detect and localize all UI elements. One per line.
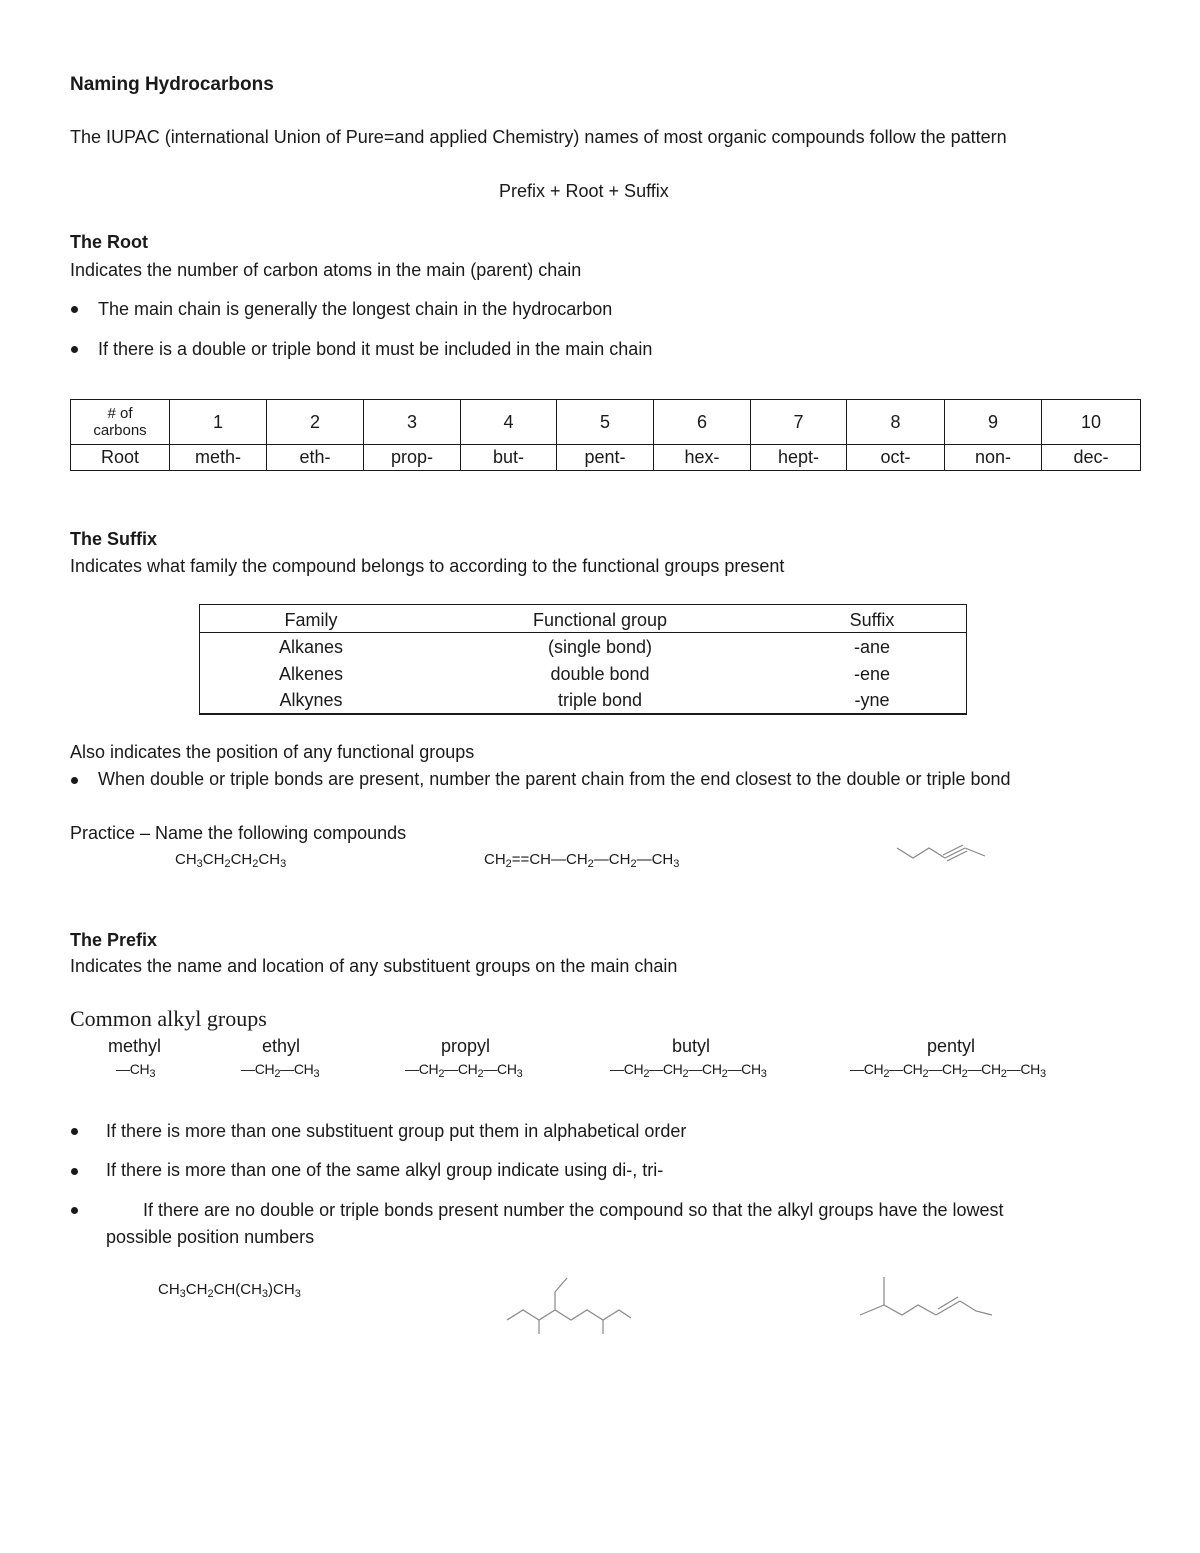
suffix-heading: The Suffix: [70, 529, 158, 549]
bullet-icon: [71, 777, 78, 784]
table-cell: (single bond): [547, 637, 653, 657]
root-table: [70, 399, 1141, 471]
root-heading: The Root: [70, 232, 148, 252]
alkyl-name-pentyl: pentyl: [927, 1036, 976, 1056]
bullet-icon: [71, 346, 78, 353]
prefix-bullet-3: If there are no double or triple bonds present number the compound so that the alkyl groups have the lowest: [143, 1200, 1004, 1220]
page-title: Naming Hydrocarbons: [70, 74, 274, 95]
table-cell: but-: [461, 445, 557, 471]
table-header-cell: Suffix: [849, 610, 895, 630]
suffix-bullet: When double or triple bonds are present, number the parent chain from the end closest to the double or triple bond: [98, 769, 1011, 789]
table-cell: 9: [945, 400, 1042, 445]
table-cell: 10: [1042, 400, 1141, 445]
table-cell: triple bond: [557, 690, 643, 710]
prefix-heading: The Prefix: [70, 930, 158, 950]
table-cell: hex-: [654, 445, 751, 471]
table-cell: dec-: [1042, 445, 1141, 471]
suffix-table: [199, 604, 967, 715]
table-header-cell: Functional group: [532, 610, 668, 630]
alkyl-name-propyl: propyl: [441, 1036, 491, 1056]
table-cell: 4: [461, 400, 557, 445]
intro-text: The IUPAC (international Union of Pure=and applied Chemistry) names of most organic compounds follow the pattern: [70, 127, 1007, 147]
formula-butane: $CH_3CH_2CH_2CH_3$: [175, 851, 287, 870]
table-cell: Alkenes: [278, 664, 344, 684]
skeletal-alkyne-structure: [895, 842, 995, 872]
table-cell: prop-: [364, 445, 461, 471]
table-cell: eth-: [267, 445, 364, 471]
table-cell: pent-: [557, 445, 654, 471]
table-row: [71, 400, 1141, 445]
table-cell: 1: [170, 400, 267, 445]
table-header-cell: # of carbons: [71, 400, 170, 445]
skeletal-branched-alkene: [858, 1275, 998, 1325]
prefix-bullet-3-cont: possible position numbers: [106, 1227, 315, 1247]
table-cell: 6: [654, 400, 751, 445]
suffix-description: Indicates what family the compound belongs to according to the functional groups present: [70, 556, 785, 576]
formula-pentene: $CH_2==CH—CH_2—CH_2—CH_3$: [484, 851, 680, 870]
bullet-icon: [71, 1128, 78, 1135]
bullet-icon: [71, 1207, 78, 1214]
common-alkyl-heading: Common alkyl groups: [70, 1006, 267, 1031]
alkyl-name-ethyl: ethyl: [262, 1036, 301, 1056]
root-bullet-1: The main chain is generally the longest chain in the hydrocarbon: [98, 299, 613, 319]
table-cell: 3: [364, 400, 461, 445]
table-cell: oct-: [847, 445, 945, 471]
table-header-cell: Root: [71, 445, 170, 471]
formula-methylbutane: $CH_3CH_2CH(CH_3)CH_3$: [158, 1281, 301, 1300]
alkyl-name-methyl: methyl: [108, 1036, 162, 1056]
alkyl-formula-propyl: $—CH_2—CH_2—CH_3$: [405, 1061, 523, 1080]
prefix-bullet-1: If there is more than one substituent group put them in alphabetical order: [106, 1121, 687, 1141]
table-cell: double bond: [550, 664, 650, 684]
skeletal-branched-alkane: [505, 1274, 635, 1339]
also-text: Also indicates the position of any functional groups: [70, 742, 475, 762]
table-cell: Alkynes: [279, 690, 343, 710]
table-cell: 5: [557, 400, 654, 445]
table-cell: non-: [945, 445, 1042, 471]
root-description: Indicates the number of carbon atoms in the main (parent) chain: [70, 260, 582, 280]
table-cell: 7: [751, 400, 847, 445]
root-bullet-2: If there is a double or triple bond it must be included in the main chain: [98, 339, 653, 359]
table-cell: -yne: [854, 690, 890, 710]
table-cell: -ene: [853, 664, 891, 684]
table-cell: hept-: [751, 445, 847, 471]
prefix-bullet-2: If there is more than one of the same alkyl group indicate using di-, tri-: [106, 1160, 664, 1180]
alkyl-formula-ethyl: $—CH_2—CH_3$: [241, 1061, 320, 1080]
table-cell: meth-: [170, 445, 267, 471]
table-row: [71, 445, 1141, 471]
table-header-cell: Family: [284, 610, 338, 630]
alkyl-formula-butyl: $—CH_2—CH_2—CH_2—CH_3$: [610, 1061, 767, 1080]
practice-text: Practice – Name the following compounds: [70, 823, 407, 843]
table-cell: 2: [267, 400, 364, 445]
alkyl-formula-pentyl: $—CH_2—CH_2—CH_2—CH_2—CH_3$: [850, 1061, 1046, 1080]
table-cell: -ane: [853, 637, 891, 657]
alkyl-name-butyl: butyl: [672, 1036, 711, 1056]
table-cell: Alkanes: [278, 637, 344, 657]
prefix-description: Indicates the name and location of any substituent groups on the main chain: [70, 956, 678, 976]
alkyl-formula-methyl: $—CH_3$: [116, 1061, 156, 1080]
bullet-icon: [71, 306, 78, 313]
bullet-icon: [71, 1168, 78, 1175]
table-cell: 8: [847, 400, 945, 445]
naming-pattern: Prefix + Root + Suffix: [499, 181, 669, 201]
